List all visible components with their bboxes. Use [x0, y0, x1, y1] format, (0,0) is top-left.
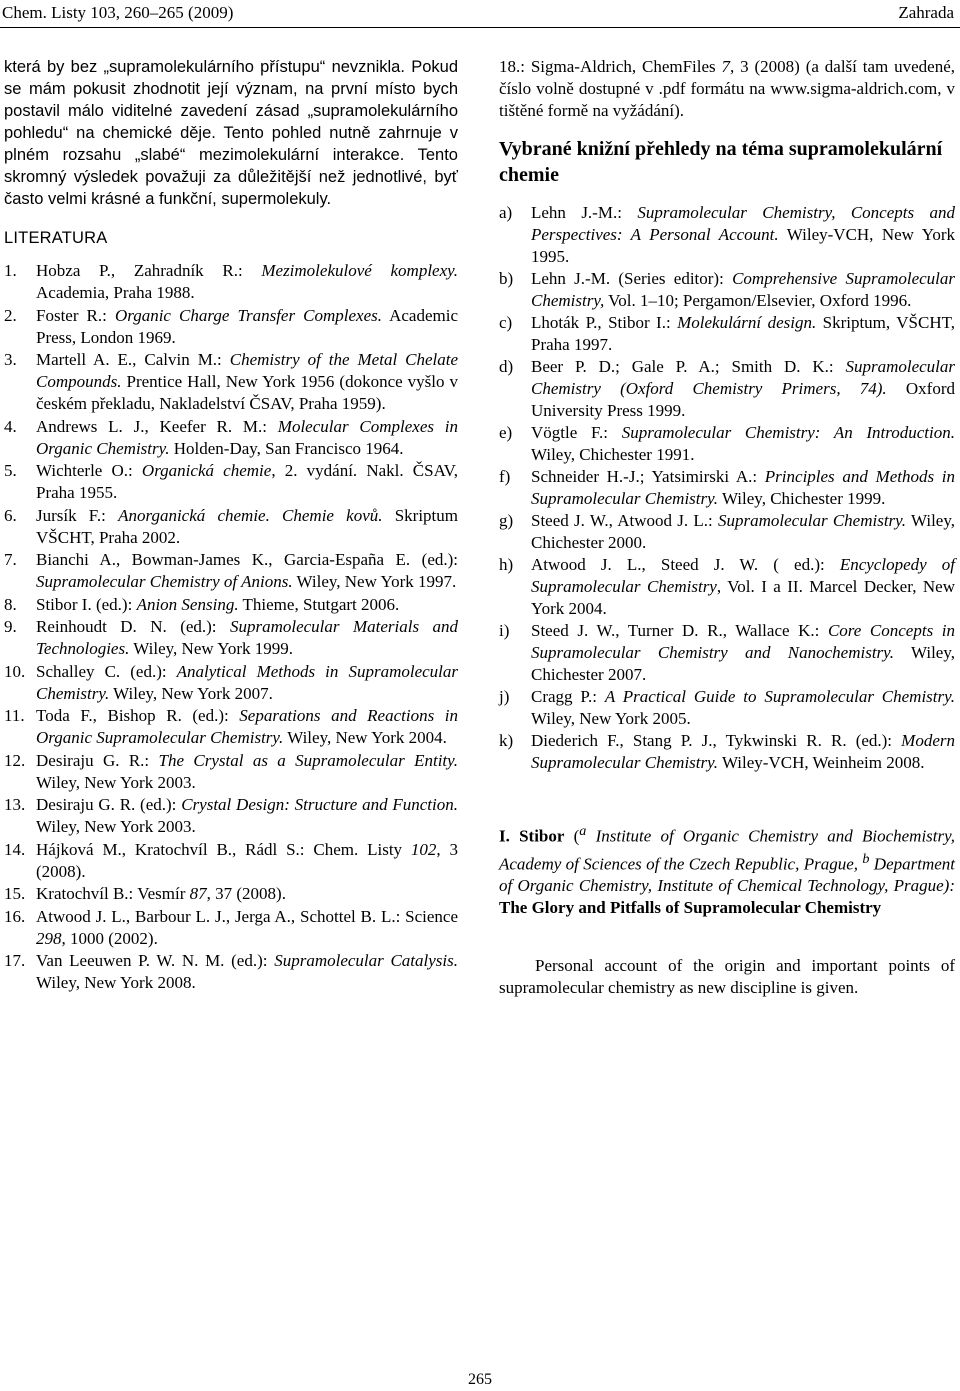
- book-item: [499, 422, 955, 466]
- text-run: Separations and Reactions in Organic Supramolecular Chemistry.: [36, 706, 458, 747]
- text-run: Cragg P.:: [531, 687, 605, 706]
- book-item: [499, 620, 955, 686]
- text-run: Encyclopedy of Supramolecular Chemistry: [531, 555, 955, 596]
- text-run: Wichterle O.:: [36, 461, 142, 480]
- text-run: 298: [36, 928, 62, 948]
- text-run: A Practical Guide to Supramolecular Chemistry.: [604, 687, 955, 706]
- reference-item: [4, 705, 458, 749]
- text-run: Toda F., Bishop R. (ed.):: [36, 706, 240, 725]
- right-column: [499, 56, 955, 999]
- text-run: Organic Charge Transfer Complexes.: [114, 305, 382, 325]
- reference-item: [4, 750, 458, 794]
- book-letter: f): [499, 467, 511, 486]
- reference-item: [4, 661, 458, 705]
- text-run: 102: [410, 839, 437, 859]
- text-run: Holden-Day, San Francisco 1964.: [169, 438, 404, 458]
- text-run: 87: [189, 884, 207, 903]
- book-letter: h): [499, 555, 514, 574]
- reference-number: 6.: [4, 505, 17, 525]
- text-run: Atwood J. L., Barbour L. J., Jerga A., Schottel B. L.: Science: [36, 906, 458, 926]
- text-run: Diederich F., Stang P. J., Tykwinski R. R. (ed.):: [531, 731, 902, 750]
- text-run: Vögtle F.:: [531, 423, 622, 442]
- text-run: The Glory and Pitfalls of Supramolecular Chemistry: [499, 898, 882, 918]
- text-run: Desiraju G. R.:: [36, 750, 159, 770]
- text-run: Reinhoudt D. N. (ed.):: [36, 617, 230, 636]
- reference-item: [4, 505, 458, 549]
- journal-citation: Chem. Listy 103, 260–265 (2009): [2, 3, 234, 22]
- book-item: [499, 268, 955, 312]
- book-letter: e): [499, 423, 513, 442]
- text-run: Anorganická chemie. Chemie kovů.: [118, 505, 383, 525]
- reference-number: 2.: [4, 305, 17, 325]
- book-letter: d): [499, 357, 514, 376]
- book-item: [499, 554, 955, 620]
- reference-number: 7.: [4, 550, 17, 569]
- book-item: [499, 686, 955, 730]
- books-heading: Vybrané knižní přehledy na téma supramolekulární chemie: [499, 138, 943, 186]
- text-run: Schalley C. (ed.):: [36, 661, 177, 681]
- text-run: Wiley, Chichester 1999.: [718, 489, 886, 508]
- text-run: Wiley, New York 2003.: [36, 772, 196, 792]
- text-run: Supramolecular Chemistry (Oxford Chemistry Primers, 74).: [531, 357, 955, 398]
- reference-item: [4, 460, 458, 504]
- text-run: Skriptum VŠCHT, Praha 2002.: [36, 505, 458, 547]
- reference-number: 4.: [4, 416, 17, 436]
- text-run: Crystal Design: Structure and Function.: [181, 795, 458, 814]
- reference-number: 17.: [4, 951, 26, 970]
- text-run: Department of Organic Chemistry, Institute of Chemical Technology, Prague):: [499, 854, 955, 896]
- abstract: Personal account of the origin and important points of supramolecular chemistry as new discipline is given.: [499, 956, 955, 998]
- reference-item: [4, 839, 458, 883]
- reference-item: [4, 305, 458, 349]
- text-run: Foster R.:: [36, 305, 115, 325]
- page-header: [0, 0, 960, 28]
- text-run: Lehn J.-M.:: [531, 203, 638, 222]
- reference-item: [4, 906, 458, 950]
- text-run: Mezimolekulové komplexy.: [261, 261, 458, 280]
- book-item: [499, 510, 955, 554]
- text-run: Wiley, New York 1999.: [129, 639, 293, 658]
- text-run: Supramolecular Catalysis.: [274, 951, 458, 970]
- book-item: [499, 466, 955, 510]
- text-run: Bianchi A., Bowman-James K., Garcia-España E. (ed.):: [36, 550, 458, 569]
- text-run: Skriptum, VŠCHT, Praha 1997.: [531, 313, 955, 354]
- text-run: Wiley, New York 2007.: [109, 683, 273, 703]
- text-run: Atwood J. L., Steed J. W. ( ed.):: [531, 555, 840, 574]
- text-run: Anion Sensing.: [136, 594, 239, 614]
- reference-number: 11.: [4, 706, 25, 725]
- text-run: Andrews L. J., Keefer R. M.:: [36, 416, 278, 436]
- text-run: Thieme, Stutgart 2006.: [238, 594, 400, 614]
- text-run: Prentice Hall, New York 1956 (dokonce vyšlo v českém překladu, Nakladelství ČSAV, Praha 1959).: [36, 372, 458, 413]
- text-run: , Vol. I a II. Marcel Decker, New York 2004.: [531, 577, 955, 618]
- text-run: Supramolecular Chemistry: An Introduction.: [621, 423, 955, 442]
- english-summary: [499, 820, 955, 919]
- book-list: [499, 202, 955, 774]
- reference-number: 9.: [4, 617, 17, 636]
- text-run: 18.: Sigma-Aldrich, ChemFiles: [499, 57, 722, 76]
- text-run: Wiley, New York 2005.: [531, 709, 691, 728]
- text-run: (: [564, 826, 580, 846]
- text-run: Molecular Complexes in Organic Chemistry.: [36, 416, 458, 458]
- text-run: , 1000 (2002).: [61, 928, 158, 948]
- text-run: Wiley, New York 1997.: [292, 572, 457, 591]
- book-item: [499, 312, 955, 356]
- text-run: Comprehensive Supramolecular Chemistry,: [531, 269, 955, 310]
- book-item: [499, 202, 955, 268]
- text-run: Organická chemie: [141, 461, 272, 480]
- reference-number: 14.: [4, 839, 26, 859]
- book-letter: i): [499, 621, 510, 640]
- book-letter: k): [499, 731, 514, 750]
- text-run: Jursík F.:: [36, 505, 119, 525]
- text-run: Academic Press, London 1969.: [36, 305, 459, 347]
- reference-number: 1.: [4, 261, 17, 280]
- text-run: Vol. 1–10; Pergamon/Elsevier, Oxford 1996.: [604, 291, 912, 310]
- reference-list: [4, 260, 458, 994]
- header-rule: [0, 27, 960, 28]
- text-run: Molekulární design.: [677, 313, 817, 332]
- reference-number: 12.: [4, 750, 26, 770]
- text-run: Principles and Methods in Supramolecular Chemistry.: [531, 467, 955, 508]
- text-run: Wiley, New York 2008.: [36, 973, 196, 992]
- reference-item: [4, 794, 458, 838]
- text-run: Institute of Organic Chemistry and Biochemistry, Academy of Sciences of the Czech Republic, Prague,: [499, 826, 955, 874]
- text-run: Chemistry of the Metal Chelate Compounds.: [36, 350, 459, 391]
- text-run: b: [862, 850, 870, 867]
- reference-number: 3.: [4, 350, 17, 369]
- book-letter: g): [499, 511, 514, 530]
- text-run: Wiley, New York 2004.: [283, 728, 447, 747]
- left-column: [4, 56, 458, 995]
- text-run: The Crystal as a Supramolecular Entity.: [158, 750, 458, 770]
- text-run: Hobza P., Zahradník R.:: [36, 261, 262, 280]
- reference-number: 5.: [4, 461, 17, 480]
- reference-number: 10.: [4, 661, 26, 681]
- reference-item: [4, 349, 458, 415]
- text-run: Desiraju G. R. (ed.):: [36, 795, 182, 814]
- reference-item: [4, 950, 458, 994]
- text-run: Steed J. W., Turner D. R., Wallace K.:: [531, 621, 828, 640]
- text-run: Lhoták P., Stibor I.:: [531, 313, 678, 332]
- text-run: Hájková M., Kratochvíl B., Rádl S.: Chem. Listy: [36, 839, 411, 859]
- book-item: [499, 730, 955, 774]
- text-run: Wiley, Chichester 2000.: [531, 511, 955, 552]
- author-running-head: Zahrada: [898, 3, 954, 22]
- text-run: Supramolecular Chemistry, Concepts and Perspectives: A Personal Account.: [531, 203, 956, 244]
- text-run: , 3 (2008).: [36, 839, 458, 881]
- text-run: 7: [721, 57, 731, 76]
- reference-item: [4, 594, 458, 616]
- text-run: , 37 (2008).: [206, 884, 286, 903]
- intro-paragraph: která by bez „supramolekulárního přístupu“ nevznikla. Pokud se mám pokusit zhodnotit její význam, na první místo bych postavil málo viditelné zavedení zásad „supramolekulárního pohledu“ na chemické děje. Tento pohled nutně zahrnuje v plném rozsahu „slabé“ mezimolekulární interakce. Tento skromný výsledek považuji za důležitější než jednotlivé, byť často velmi krásné a funkční, supermolekuly.: [4, 58, 458, 208]
- book-letter: c): [499, 313, 513, 332]
- reference-item: [4, 883, 458, 905]
- literature-heading: LITERATURA: [4, 229, 108, 247]
- text-run: Van Leeuwen P. W. N. M. (ed.):: [36, 951, 275, 970]
- text-run: Academia, Praha 1988.: [36, 283, 195, 302]
- text-run: Wiley-VCH, New York 1995.: [531, 225, 955, 266]
- book-item: [499, 356, 955, 422]
- text-run: Schneider H.-J.; Yatsimirski A.:: [531, 467, 765, 486]
- text-run: Wiley-VCH, Weinheim 2008.: [718, 753, 925, 772]
- reference-item: [4, 416, 458, 460]
- text-run: a: [579, 823, 587, 839]
- reference-number: 13.: [4, 795, 26, 814]
- reference-number: 16.: [4, 906, 26, 926]
- text-run: Supramolecular Chemistry of Anions.: [36, 572, 293, 591]
- text-run: Wiley, Chichester 1991.: [531, 445, 695, 464]
- text-run: Core Concepts in Supramolecular Chemistry and Nanochemistry.: [531, 621, 955, 662]
- reference-item: [4, 549, 458, 593]
- book-letter: b): [499, 269, 514, 288]
- text-run: Supramolecular Chemistry.: [718, 511, 907, 530]
- text-run: , 3 (2008) (a další tam uvedené, číslo volně dostupné v .pdf formátu na www.sigma-aldrich.com, v tištěné formě na vyžádání).: [499, 57, 955, 120]
- reference-item: [4, 260, 458, 304]
- text-run: Stibor I. (ed.):: [36, 594, 137, 614]
- text-run: , 2. vydání. Nakl. ČSAV, Praha 1955.: [36, 461, 459, 502]
- text-run: Wiley, New York 2003.: [36, 817, 196, 836]
- text-run: Supramolecular Materials and Technologies.: [36, 617, 458, 658]
- text-run: Modern Supramolecular Chemistry.: [531, 731, 955, 772]
- reference-number: 15.: [4, 884, 26, 903]
- text-run: Oxford University Press 1999.: [531, 379, 955, 420]
- text-run: I. Stibor: [499, 826, 565, 846]
- text-run: Martell A. E., Calvin M.:: [36, 350, 230, 369]
- page-number: 265: [468, 1371, 492, 1388]
- text-run: Steed J. W., Atwood J. L.:: [531, 511, 719, 530]
- text-run: Lehn J.-M. (Series editor):: [531, 269, 733, 288]
- text-run: Kratochvíl B.: Vesmír: [36, 884, 190, 903]
- text-run: Analytical Methods in Supramolecular Chemistry.: [36, 661, 458, 703]
- book-letter: a): [499, 203, 513, 222]
- reference-number: 8.: [4, 594, 17, 614]
- text-run: Beer P. D.; Gale P. A.; Smith D. K.:: [531, 357, 846, 376]
- text-run: Wiley, Chichester 2007.: [531, 643, 955, 684]
- book-letter: j): [499, 687, 510, 706]
- reference-item: [4, 616, 458, 660]
- reference-18: [499, 56, 955, 122]
